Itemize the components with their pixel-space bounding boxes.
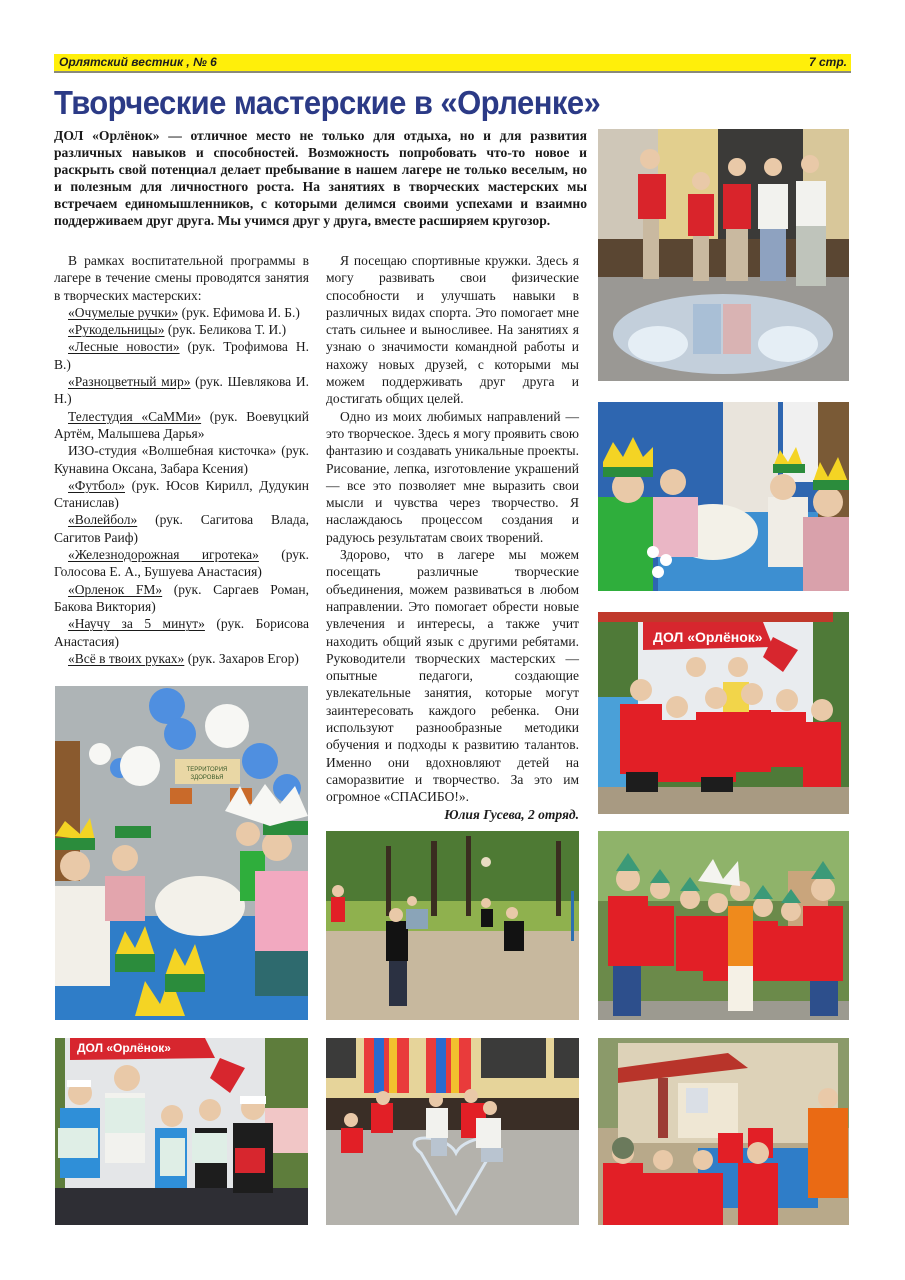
workshop-item [54,511,309,546]
col2-paragraph: Я посещаю спортивные кружки. Здесь я могу развивать свои физические способности и улучшать навыки в различных видах спорта. Это помогает мне стать сильнее и выносливее. На занятиях я узнаю о значимости командной работы и нахожу новых друзей, с которыми мы можем поддерживать друг друга и достигать общих целей. [326,253,579,407]
col2-paragraph: Одно из моих любимых направлений — это творческое. Здесь я могу проявить свою фантазию и создавать уникальные проекты. Рисование, лепка, изготовление украшений — все это позволяет мне выразить свои мысли и чувства через творчество. Я наслаждаюсь процессом создания и радуюсь результатам своих творений. [326,408,579,545]
workshop-name: «Разноцветный мир» [68,374,191,390]
workshop-leaders: (рук. Голосова Е. А., Бушуева Анастасия) [54,547,309,580]
workshop-leaders: (рук. Борисова Анастасия) [54,616,309,649]
workshop-item [54,581,309,616]
photo-volleyball-game [326,831,579,1020]
workshop-name: Телестудия «СаММи» [68,408,202,424]
workshop-name: «Орленок FM» [68,581,163,597]
photo-chalk-heart [326,1038,579,1225]
page-header-bar [54,54,851,73]
workshop-item [54,477,309,512]
photo-group-orlenok-banner [598,612,849,814]
photo-chalk-drawing-group [598,129,849,381]
column-1 [54,252,309,667]
author-signature: Юлия Гусева, 2 отряд. [444,806,579,822]
workshop-leaders: (рук. Трофимова Н. В.) [54,339,310,372]
article-title: Творческие мастерские в «Орленке» [54,84,601,121]
workshop-item [54,442,309,477]
svg-text:ДОЛ «Орлёнок»: ДОЛ «Орлёнок» [77,1041,171,1055]
page-number: 7 стр. [808,55,847,69]
col1-intro: В рамках воспитательной программы в лагере в течение смены проводятся занятия в творческих мастерских: [54,253,309,303]
photo-craft-table-crowns [598,402,849,591]
workshop-leaders: ИЗО-студия «Волшебная кисточка» (рук. Кунавина Оксана, Забара Ксения) [54,443,309,476]
workshop-item [54,546,309,581]
workshop-leaders: (рук. Юсов Кирилл, Дудукин Станислав) [54,477,309,511]
workshop-name: «Рукодельницы» [68,322,165,338]
workshop-leaders: (рук. Ефимова И. Б.) [178,304,300,320]
workshop-item [54,650,309,667]
article-lead: ДОЛ «Орлёнок» — отличное место не только для отдыха, но и для развития различных навыков и способностей. Возможность попробовать что-то новое и раскрыть свой потенциал делает пребывание в нашем лагере не только веселым, но и полезным для личностного роста. На занятиях в творческих мастерских мы встречаем единомышленников, с которыми делимся своими успехами и взаимно поддерживаем друг друга. Мы учимся друг у друга, вместе расширяем кругозор. [54,128,587,229]
workshop-leaders: (рук. Шевлякова И. Н.) [54,374,309,407]
workshop-item [54,338,309,373]
workshop-name: «Всё в твоих руках» [68,650,185,666]
workshop-name: «Железнодорожная игротека» [68,547,259,563]
workshop-leaders: (рук. Беликова Т. И.) [164,322,287,338]
photo-craft-room-roses [55,686,308,1020]
workshop-item [54,408,309,443]
workshop-leaders: (рук. Сагитова Влада, Сагитов Раиф) [54,512,309,545]
workshop-name: «Футбол» [68,477,125,493]
photo-group-leaf-hats [598,831,849,1020]
workshop-leaders: (рук. Воевуцкий Артём, Малышева Дарья» [54,408,310,441]
publication-name: Орлятский вестник , № 6 [59,55,217,69]
workshop-leaders: (рук. Захаров Егор) [184,650,299,666]
photo-drawings-banner [55,1038,308,1225]
workshop-item [54,373,309,408]
workshop-item [54,615,309,650]
workshop-list [54,304,309,667]
workshop-name: «Научу за 5 минут» [68,616,205,632]
svg-text:ДОЛ «Орлёнок»: ДОЛ «Орлёнок» [653,629,763,645]
photo-outdoor-table [598,1038,849,1225]
svg-text:ЗДОРОВЬЯ: ЗДОРОВЬЯ [190,775,224,781]
col2-paragraph: Здорово, что в лагере мы можем посещать различные творческие объединения, можем развиваться в любом направлении. Это помогает обрести новые увлечения и интересы, а также учит находить общий язык с другими ребятами. Руководители творческих мастерских — опытные педагоги, создающие увлекательные занятия, которые могут заинтересовать каждого ребенка. Они используют разнообразные методики обучения и подходы к развитию талантов. Именно они вдохновляют детей на саморазвитие и творчество. За это им огромное «СПАСИБО!». [326,547,579,805]
workshop-leaders: (рук. Саргаев Роман, Бакова Виктория) [54,581,309,614]
workshop-name: «Волейбол» [68,512,138,528]
workshop-name: «Лесные новости» [68,339,180,355]
workshop-name: «Очумелые ручки» [68,304,179,320]
svg-text:ТЕРРИТОРИЯ: ТЕРРИТОРИЯ [186,767,228,773]
workshop-item [54,321,309,338]
workshop-item [54,304,309,321]
column-2 [326,252,579,823]
